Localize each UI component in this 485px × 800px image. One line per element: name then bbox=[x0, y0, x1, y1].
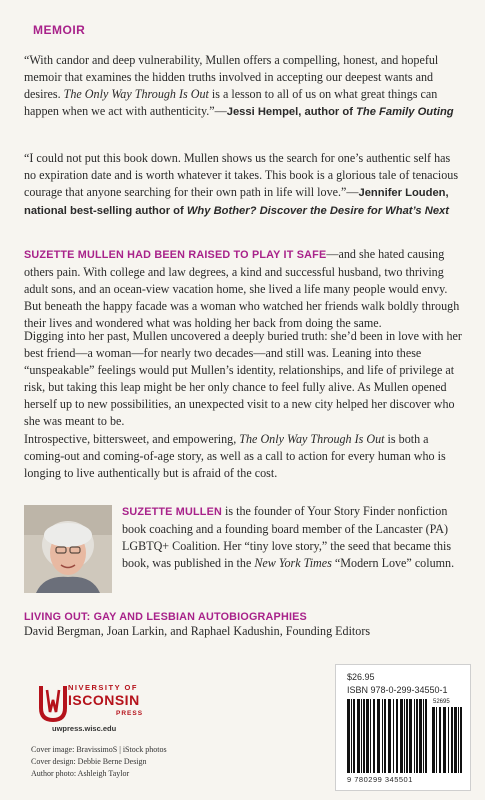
credit-author-photo: Author photo: Ashleigh Taylor bbox=[31, 769, 130, 778]
uw-crest-icon bbox=[38, 682, 68, 726]
credit-cover-design: Cover design: Debbie Berne Design bbox=[31, 757, 147, 766]
series-heading: LIVING OUT: GAY AND LESBIAN AUTOBIOGRAPHIES bbox=[24, 611, 307, 623]
barcode-panel bbox=[335, 664, 471, 791]
series-editors: David Bergman, Joan Larkin, and Raphael Kadushin, Founding Editors bbox=[24, 624, 371, 638]
barcode-digits: 9 780299 345501 bbox=[347, 775, 413, 784]
description-paragraph-2: Digging into her past, Mullen uncovered a deeply buried truth: she’d been in love with her best friend—a woman—for nearly two decades—and still was. Leaning into these “unspeakable” feelings would put Mullen’s identity, relationships, and life of privilege at risk, but taking this leap might be her only chance to feel fully alive. As Mullen opened herself up to new possibilities, an unexpected visit to a new city helped her discover who she was meant to be. bbox=[24, 329, 462, 428]
description-paragraph-1: SUZETTE MULLEN HAD BEEN RAISED TO PLAY IT SAFE—and she hated causing others pain. With college and law degrees, a kind and successful husband, two thriving adult sons, and an ocean-view vacation home, she lived a life many people would envy. But beneath the happy facade was a woman who watched her friends walk boldly through their lives and wondered what was holding her back from doing the same. bbox=[24, 247, 460, 330]
barcode-addon-number: 52695 bbox=[433, 699, 450, 705]
cover-credits bbox=[31, 744, 167, 780]
publisher-line-3: PRESS bbox=[116, 710, 144, 717]
publisher-url[interactable]: uwpress.wisc.edu bbox=[52, 724, 117, 733]
publisher-line-1: NIVERSITY OF bbox=[68, 683, 138, 692]
blurb-quote-1: “With candor and deep vulnerability, Mullen offers a compelling, honest, and hopeful memoir that examines the hidden truths involved in accepting our deepest wants and desires. The Only Way Through Is Out is a lesson to all of us on what great things can happen when we act with authenticity.”—Jessi Hempel, author of The Family Outing bbox=[24, 53, 454, 118]
price: $26.95 bbox=[347, 672, 375, 682]
barcode-icon bbox=[347, 699, 429, 773]
blurb-quote-2: “I could not put this book down. Mullen shows us the search for one’s authentic self has no expiration date and is worth whatever it takes. This book is a glorious tale of tenacious courage that anyone searching for their own path in life will love.”—Jennifer Louden, national best-selling author of Why Bother? Discover the Desire for What’s Next bbox=[24, 151, 459, 217]
publisher-logo bbox=[38, 680, 178, 740]
author-bio: SUZETTE MULLEN is the founder of Your Story Finder nonfiction book coaching and a founding board member of the Lancaster (PA) LGBTQ+ Coalition. Her “tiny love story,” the seed that became this book, was published in the New York Times “Modern Love” column. bbox=[122, 504, 455, 570]
credit-cover-image: Cover image: BravissimoS | iStock photos bbox=[31, 745, 167, 754]
barcode-addon-icon bbox=[432, 707, 462, 773]
isbn: ISBN 978-0-299-34550-1 bbox=[347, 685, 448, 695]
genre-label: MEMOIR bbox=[33, 23, 86, 37]
publisher-line-2: ISCONSIN bbox=[68, 692, 140, 708]
author-photo bbox=[24, 505, 112, 593]
description-paragraph-3: Introspective, bittersweet, and empowering, The Only Way Through Is Out is both a coming-out and coming-of-age story, as well as a call to action for every human who is longing to live authentically but is afraid of the cost. bbox=[24, 432, 446, 480]
